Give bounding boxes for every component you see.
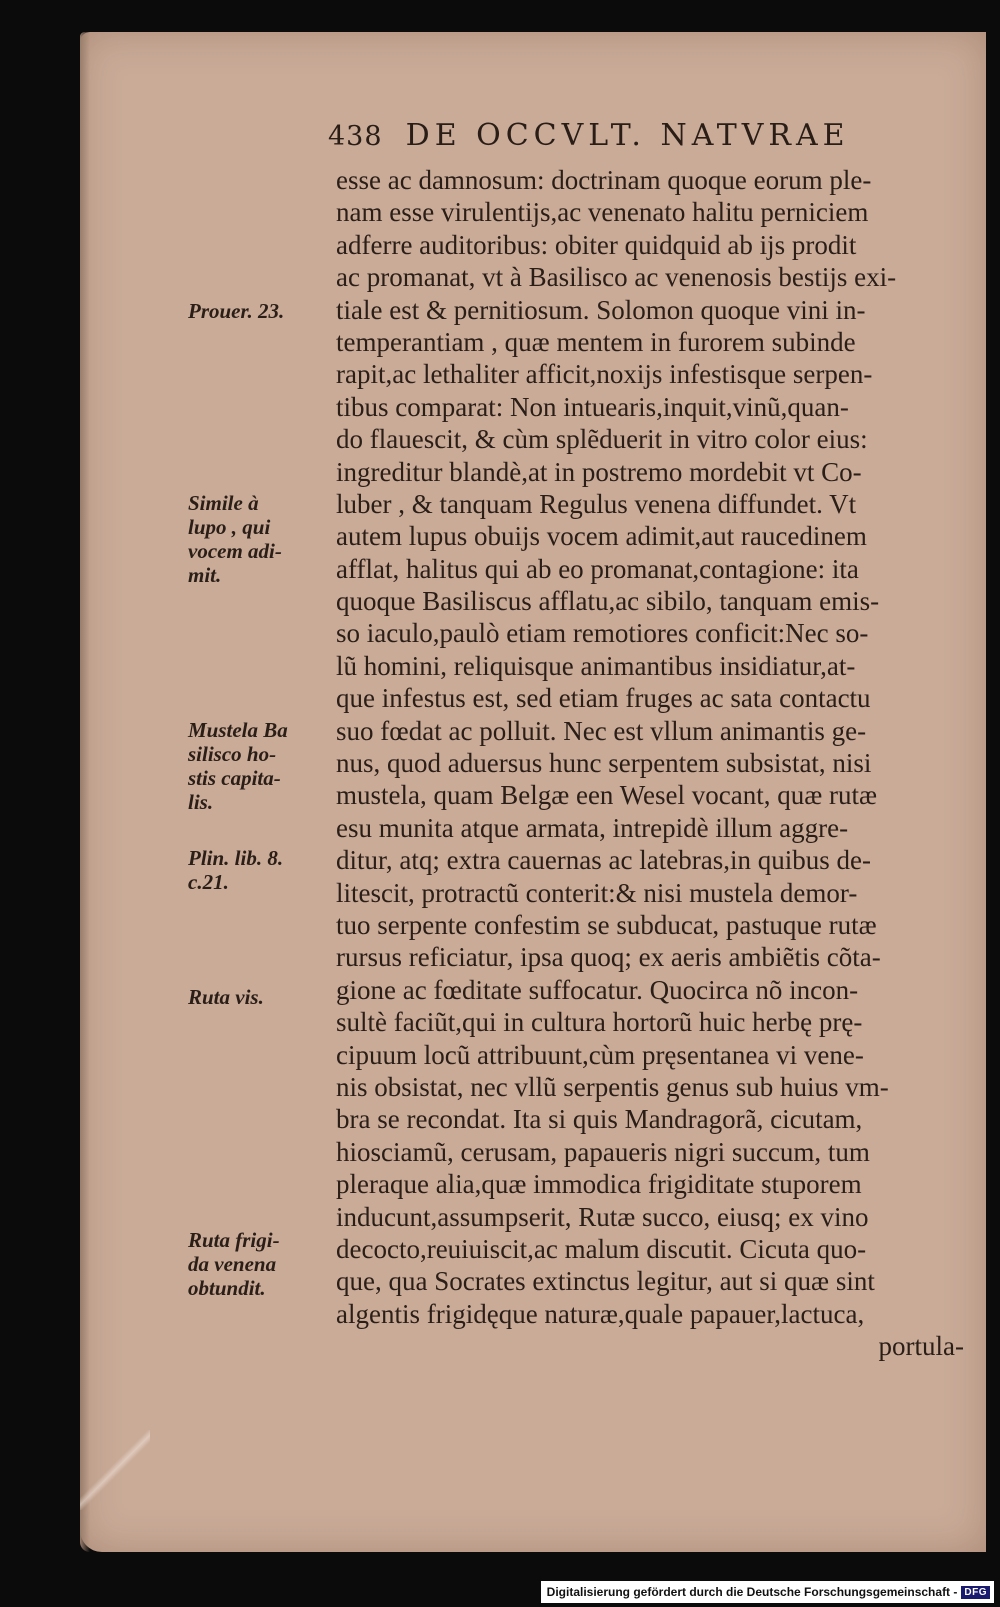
margin-note-weasel	[188, 718, 288, 814]
margin-note-line: mit.	[188, 563, 222, 587]
text-line: ditur, atq; extra cauernas ac latebras,in quibus de-	[336, 845, 871, 876]
text-line: rapit,ac lethaliter afficit,noxijs infestisque serpen-	[336, 359, 873, 390]
text-line: so iaculo,paulò etiam remotiores conficit:Nec so-	[336, 618, 869, 649]
catchword: portula-	[878, 1331, 964, 1362]
text-line: ac promanat, vt à Basilisco ac venenosis bestijs exi-	[336, 262, 897, 293]
margin-note-line: lis.	[188, 790, 214, 814]
text-line: que infestus est, sed etiam fruges ac sata contactu	[336, 683, 871, 714]
text-line: do flauescit, & cùm splẽduerit in vitro color eius:	[336, 424, 868, 455]
margin-note-line: Ruta frigi-	[188, 1228, 280, 1252]
text-line: autem lupus obuijs vocem adimit,aut raucedinem	[336, 521, 867, 552]
text-line: nis obsistat, nec vllũ serpentis genus sub huius vm-	[336, 1071, 889, 1102]
text-line: litescit, protractũ conterit:& nisi mustela demor-	[336, 877, 858, 908]
margin-note-line: da venena	[188, 1252, 277, 1276]
text-line: tibus comparat: Non intuearis,inquit,vinũ,quan-	[336, 391, 849, 422]
digitization-credit	[541, 1581, 994, 1603]
margin-note-line: silisco ho-	[188, 742, 277, 766]
margin-note-line: stis capita-	[188, 766, 281, 790]
text-line: quoque Basiliscus afflatu,ac sibilo, tanquam emis-	[336, 586, 880, 617]
text-line: esse ac damnosum: doctrinam quoque eorum ple-	[336, 165, 872, 195]
text-line: decocto,reuiuiscit,ac malum discutit. Cicuta quo-	[336, 1233, 867, 1264]
text-line: temperantiam , quæ mentem in furorem subinde	[336, 326, 856, 357]
margin-note-line: lupo , qui	[188, 515, 271, 539]
margin-note-line: vocem adi-	[188, 539, 282, 563]
text-line: pleraque alia,quæ immodica frigiditate stuporem	[336, 1169, 862, 1200]
text-line: nus, quod aduersus hunc serpentem subsistat, nisi	[336, 748, 872, 779]
text-line: bra se recondat. Ita si quis Mandragorã, cicutam,	[336, 1104, 863, 1135]
text-line: cipuum locũ attribuunt,cùm pręsentanea vi vene-	[336, 1039, 864, 1070]
text-line: adferre auditoribus: obiter quidquid ab ijs prodit	[336, 229, 857, 260]
page-header	[328, 118, 928, 153]
page-edge-shadow	[80, 32, 90, 1552]
margin-note-wolf-simile	[188, 491, 282, 587]
text-line: esu munita atque armata, intrepidè illum aggre-	[336, 812, 849, 843]
margin-note-line: Plin. lib. 8.	[188, 846, 284, 870]
margin-note-line: Mustela Ba	[188, 718, 288, 742]
text-line: tuo serpente confestim se subducat, pastuque rutæ	[336, 909, 877, 940]
margin-note-line: c.21.	[188, 870, 229, 894]
page-corner-fold	[80, 1430, 150, 1510]
text-line: algentis frigidęque naturæ,quale papauer,lactuca,	[336, 1298, 865, 1329]
margin-note-proverbs	[188, 299, 284, 323]
margin-note-rue-power	[188, 985, 264, 1009]
margin-note-line: Prouer. 23.	[188, 299, 285, 323]
margin-note-line: obtundit.	[188, 1276, 266, 1300]
text-line: mustela, quam Belgæ een Wesel vocant, quæ rutæ	[336, 780, 877, 811]
running-title: DE OCCVLT. NATVRAE	[405, 118, 850, 153]
text-line: luber , & tanquam Regulus venena diffundet. Vt	[336, 488, 857, 519]
text-line: ingreditur blandè,at in postremo mordebit vt Co-	[336, 456, 862, 487]
text-line: rursus reficiatur, ipsa quoq; ex aeris ambiẽtis cõta-	[336, 942, 881, 973]
text-line: lũ homini, reliquisque animantibus insidiatur,at-	[336, 650, 856, 681]
page-number: 438	[328, 121, 383, 152]
text-line: nam esse virulentijs,ac venenato halitu perniciem	[336, 197, 869, 228]
text-line: inducunt,assumpserit, Rutæ succo, eiusq; ex vino	[336, 1201, 869, 1232]
margin-note-line: Ruta vis.	[188, 985, 264, 1009]
text-line: sultè faciũt,qui in cultura hortorũ huic herbę prę-	[336, 1007, 863, 1038]
margin-note-rue-cold	[188, 1228, 280, 1300]
dfg-logo: DFG	[961, 1586, 990, 1599]
text-line: suo fœdat ac polluit. Nec est vllum animantis ge-	[336, 715, 867, 746]
margin-note-pliny	[188, 846, 283, 894]
text-line: que, qua Socrates extinctus legitur, aut si quæ sint	[336, 1266, 875, 1297]
text-line: tiale est & pernitiosum. Solomon quoque vini in-	[336, 294, 866, 325]
text-line: gione ac fœditate suffocatur. Quocirca nõ incon-	[336, 974, 859, 1005]
credit-text: Digitalisierung gefördert durch die Deutsche Forschungsgemeinschaft -	[546, 1585, 958, 1599]
text-line: hiosciamũ, cerusam, papaueris nigri succum, tum	[336, 1136, 870, 1167]
margin-note-line: Simile à	[188, 491, 259, 515]
text-line: afflat, halitus qui ab eo promanat,contagione: ita	[336, 553, 859, 584]
body-text	[336, 164, 964, 1362]
